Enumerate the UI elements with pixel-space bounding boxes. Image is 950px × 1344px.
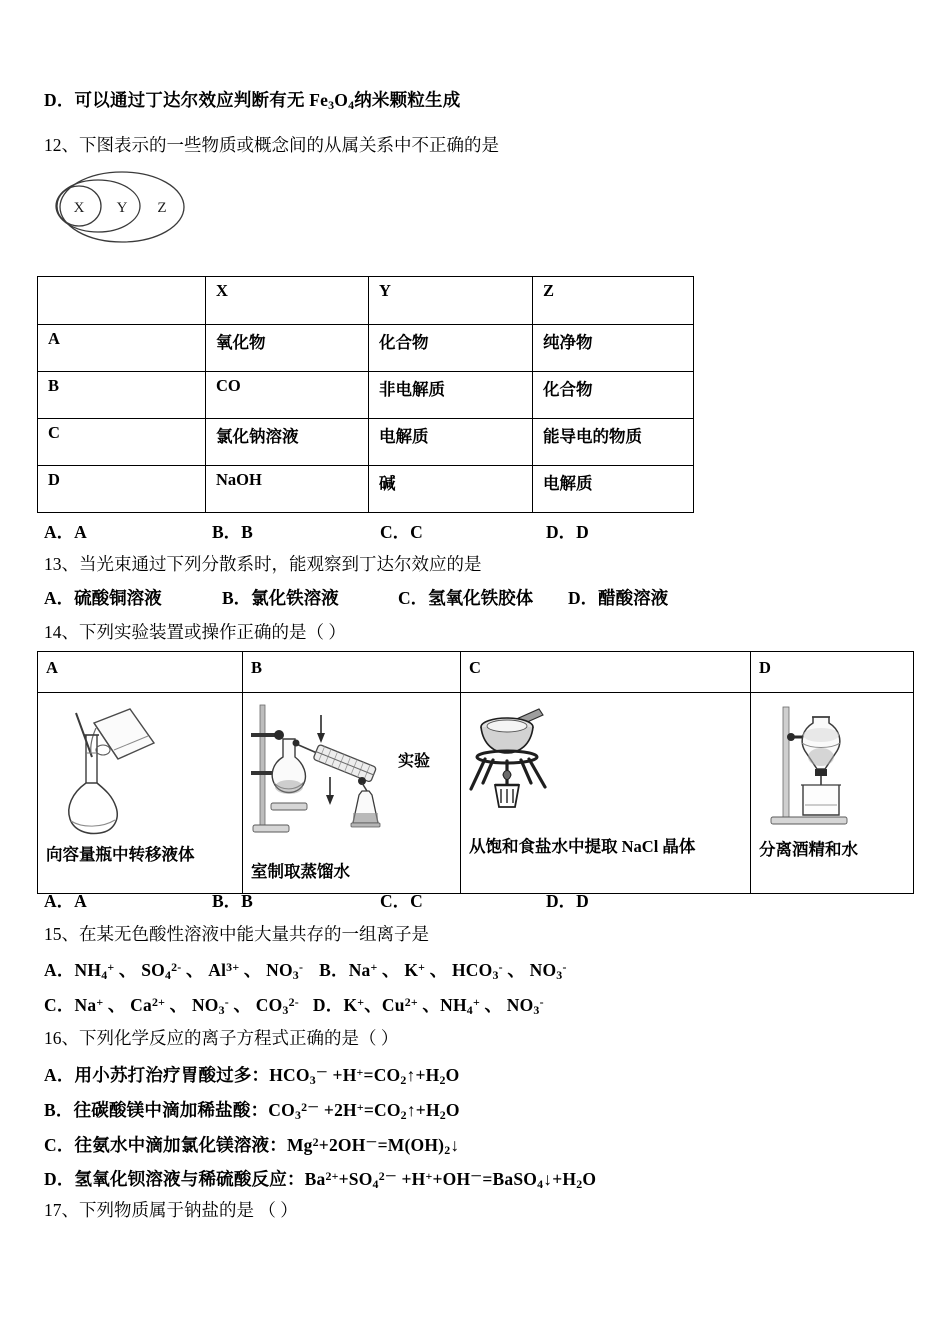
q16-option-c-desc: 往氨水中滴加氯化镁溶液： [74, 1134, 287, 1155]
q15-option-a-label: A． [44, 959, 75, 980]
q15-options-line-2 [44, 990, 544, 1022]
q12-option-b: B．B [212, 522, 253, 542]
q15-option-d-ions: K+、$Cu^{2+}$ 、$NH_4^+$ 、 $NO_3^-$ [343, 994, 544, 1017]
apparatus-letter-b: B [251, 658, 263, 677]
q13-option-c: C．氢氧化铁胶体 [398, 588, 534, 608]
row-a-x: 氧化物 [206, 325, 369, 372]
venn-label-y: Y [116, 200, 128, 216]
q16-option-a-desc: 用小苏打治疗胃酸过多： [74, 1064, 270, 1085]
row-b-z: 化合物 [533, 372, 694, 419]
q16-option-a [44, 1060, 459, 1092]
apparatus-body-c [461, 693, 750, 893]
separating-funnel-figure [769, 701, 879, 831]
apparatus-caption-b: 室制取蒸馏水 [251, 862, 350, 881]
apparatus-cell-letter-a [38, 652, 243, 693]
q11-option-d-text-after: 纳米颗粒生成 [354, 90, 461, 110]
row-c-z: 能导电的物质 [533, 419, 694, 466]
q14-option-c: C．C [380, 891, 423, 911]
q12-option-a: A．A [44, 522, 87, 542]
apparatus-letter-c: C [469, 658, 481, 677]
apparatus-cell-d [751, 693, 914, 894]
apparatus-caption-a: 向容量瓶中转移液体 [46, 845, 195, 864]
table-header-row [38, 277, 694, 325]
q14-apparatus-table [37, 651, 914, 894]
q16-option-a-label: A． [44, 1064, 75, 1085]
apparatus-letter-a: A [46, 658, 58, 677]
apparatus-cell-letter-c [461, 652, 751, 693]
header-cell-y: Y [369, 277, 533, 325]
q13-option-a: A．硫酸铜溶液 [44, 588, 162, 608]
q15-option-c-label: C． [44, 994, 75, 1015]
q15-options-line-1 [44, 955, 567, 987]
q11-option-d-formula: $Fe_3O_4$ [309, 90, 355, 112]
q16-option-b-equation: $CO_3^{2-}$ $+2H^+=CO_2↑+H_2O$ [268, 1099, 460, 1122]
q12-venn-diagram [34, 168, 194, 246]
q14-stem: 14、下列实验装置或操作正确的是（ ） [44, 622, 346, 642]
venn-label-z: Z [157, 200, 167, 216]
q16-option-d [44, 1164, 596, 1196]
q15-stem: 15、在某无色酸性溶液中能大量共存的一组离子是 [44, 924, 429, 944]
header-cell-blank [38, 277, 206, 325]
q16-option-b-desc: 往碳酸镁中滴加稀盐酸： [73, 1099, 269, 1120]
q15-option-b-label: B． [319, 959, 349, 980]
row-c-letter: C [38, 419, 206, 466]
q15-option-b-ions: Na+ 、 K+ 、 $HCO_3^-$ 、 $NO_3^-$ [348, 959, 567, 982]
q16-option-d-label: D． [44, 1168, 75, 1189]
apparatus-inline-label-b: 实验 [398, 753, 431, 770]
table-row [38, 372, 694, 419]
apparatus-letter-row [38, 652, 914, 693]
apparatus-body-b [243, 693, 460, 893]
q15-option-d-label: D． [312, 994, 344, 1015]
row-c-x: 氯化钠溶液 [206, 419, 369, 466]
apparatus-cell-letter-b [243, 652, 461, 693]
q14-option-b: B．B [212, 891, 253, 911]
table-row [38, 419, 694, 466]
q16-option-c-equation: $Mg^2+2OH^-=M(OH)_2↓$ [286, 1134, 460, 1157]
q16-option-c [44, 1130, 459, 1162]
volumetric-flask-transfer-figure [58, 701, 188, 836]
q12-concept-table [37, 276, 694, 513]
row-b-y: 非电解质 [369, 372, 533, 419]
apparatus-cell-a [38, 693, 243, 894]
q16-option-d-equation: $Ba^{2+}+SO_4^{2-}$ $+H^++OH^-=BaSO_4↓+H_2O$ [304, 1168, 597, 1191]
apparatus-body-d [751, 693, 913, 893]
apparatus-figure-row [38, 693, 914, 894]
header-cell-z: Z [533, 277, 694, 325]
row-a-y: 化合物 [369, 325, 533, 372]
q16-option-b-label: B． [44, 1099, 74, 1120]
q11-option-d-label: D． [44, 90, 75, 110]
row-c-y: 电解质 [369, 419, 533, 466]
row-d-x: NaOH [206, 466, 369, 513]
apparatus-cell-letter-d [751, 652, 914, 693]
q15-option-c-ions: Na+ 、 $Ca^{2+}$ 、 $NO_3^-$ 、 $CO_3^{2-}$ [74, 994, 299, 1017]
q16-option-a-equation: $HCO_3^-$ $+H^+=CO_2↑+H_2O$ [269, 1064, 460, 1087]
apparatus-cell-c [461, 693, 751, 894]
apparatus-caption-d: 分离酒精和水 [759, 840, 858, 859]
q16-option-c-label: C． [44, 1134, 75, 1155]
table-row [38, 466, 694, 513]
venn-label-x: X [73, 200, 85, 216]
q12-stem: 12、下图表示的一些物质或概念间的从属关系中不正确的是 [44, 135, 499, 155]
row-d-letter: D [38, 466, 206, 513]
evaporating-dish-burner-figure [469, 703, 599, 823]
row-b-letter: B [38, 372, 206, 419]
distillation-apparatus-figure [249, 699, 399, 839]
apparatus-body-a [38, 693, 242, 893]
row-d-y: 碱 [369, 466, 533, 513]
apparatus-letter-d: D [759, 658, 771, 677]
q13-option-b: B．氯化铁溶液 [222, 588, 339, 608]
table-row [38, 325, 694, 372]
row-a-letter: A [38, 325, 206, 372]
q16-option-b [44, 1095, 460, 1127]
q13-stem: 13、当光束通过下列分散系时，能观察到丁达尔效应的是 [44, 554, 482, 574]
header-cell-x: X [206, 277, 369, 325]
apparatus-cell-b [243, 693, 461, 894]
q17-stem: 17、下列物质属于钠盐的是 （ ） [44, 1200, 298, 1220]
q16-stem: 16、下列化学反应的离子方程式正确的是（ ） [44, 1028, 399, 1048]
apparatus-caption-c: 从饱和食盐水中提取 NaCl 晶体 [469, 837, 696, 856]
row-b-x: CO [206, 372, 369, 419]
q14-option-a: A．A [44, 891, 87, 911]
row-d-z: 电解质 [533, 466, 694, 513]
q12-option-c: C．C [380, 522, 423, 542]
q16-option-d-desc: 氢氧化钡溶液与稀硫酸反应： [74, 1168, 305, 1189]
q11-option-d-text-before: 可以通过丁达尔效应判断有无 [74, 90, 310, 110]
q14-option-d: D．D [546, 891, 589, 911]
row-a-z: 纯净物 [533, 325, 694, 372]
q11-option-d [44, 88, 460, 117]
q15-option-a-ions: $NH_4^+$ 、 $SO_4^{2-}$ 、 $Al^{3+}$ 、 $NO_3^-$ [74, 959, 304, 982]
q13-option-d: D．醋酸溶液 [568, 588, 669, 608]
q12-option-d: D．D [546, 522, 589, 542]
